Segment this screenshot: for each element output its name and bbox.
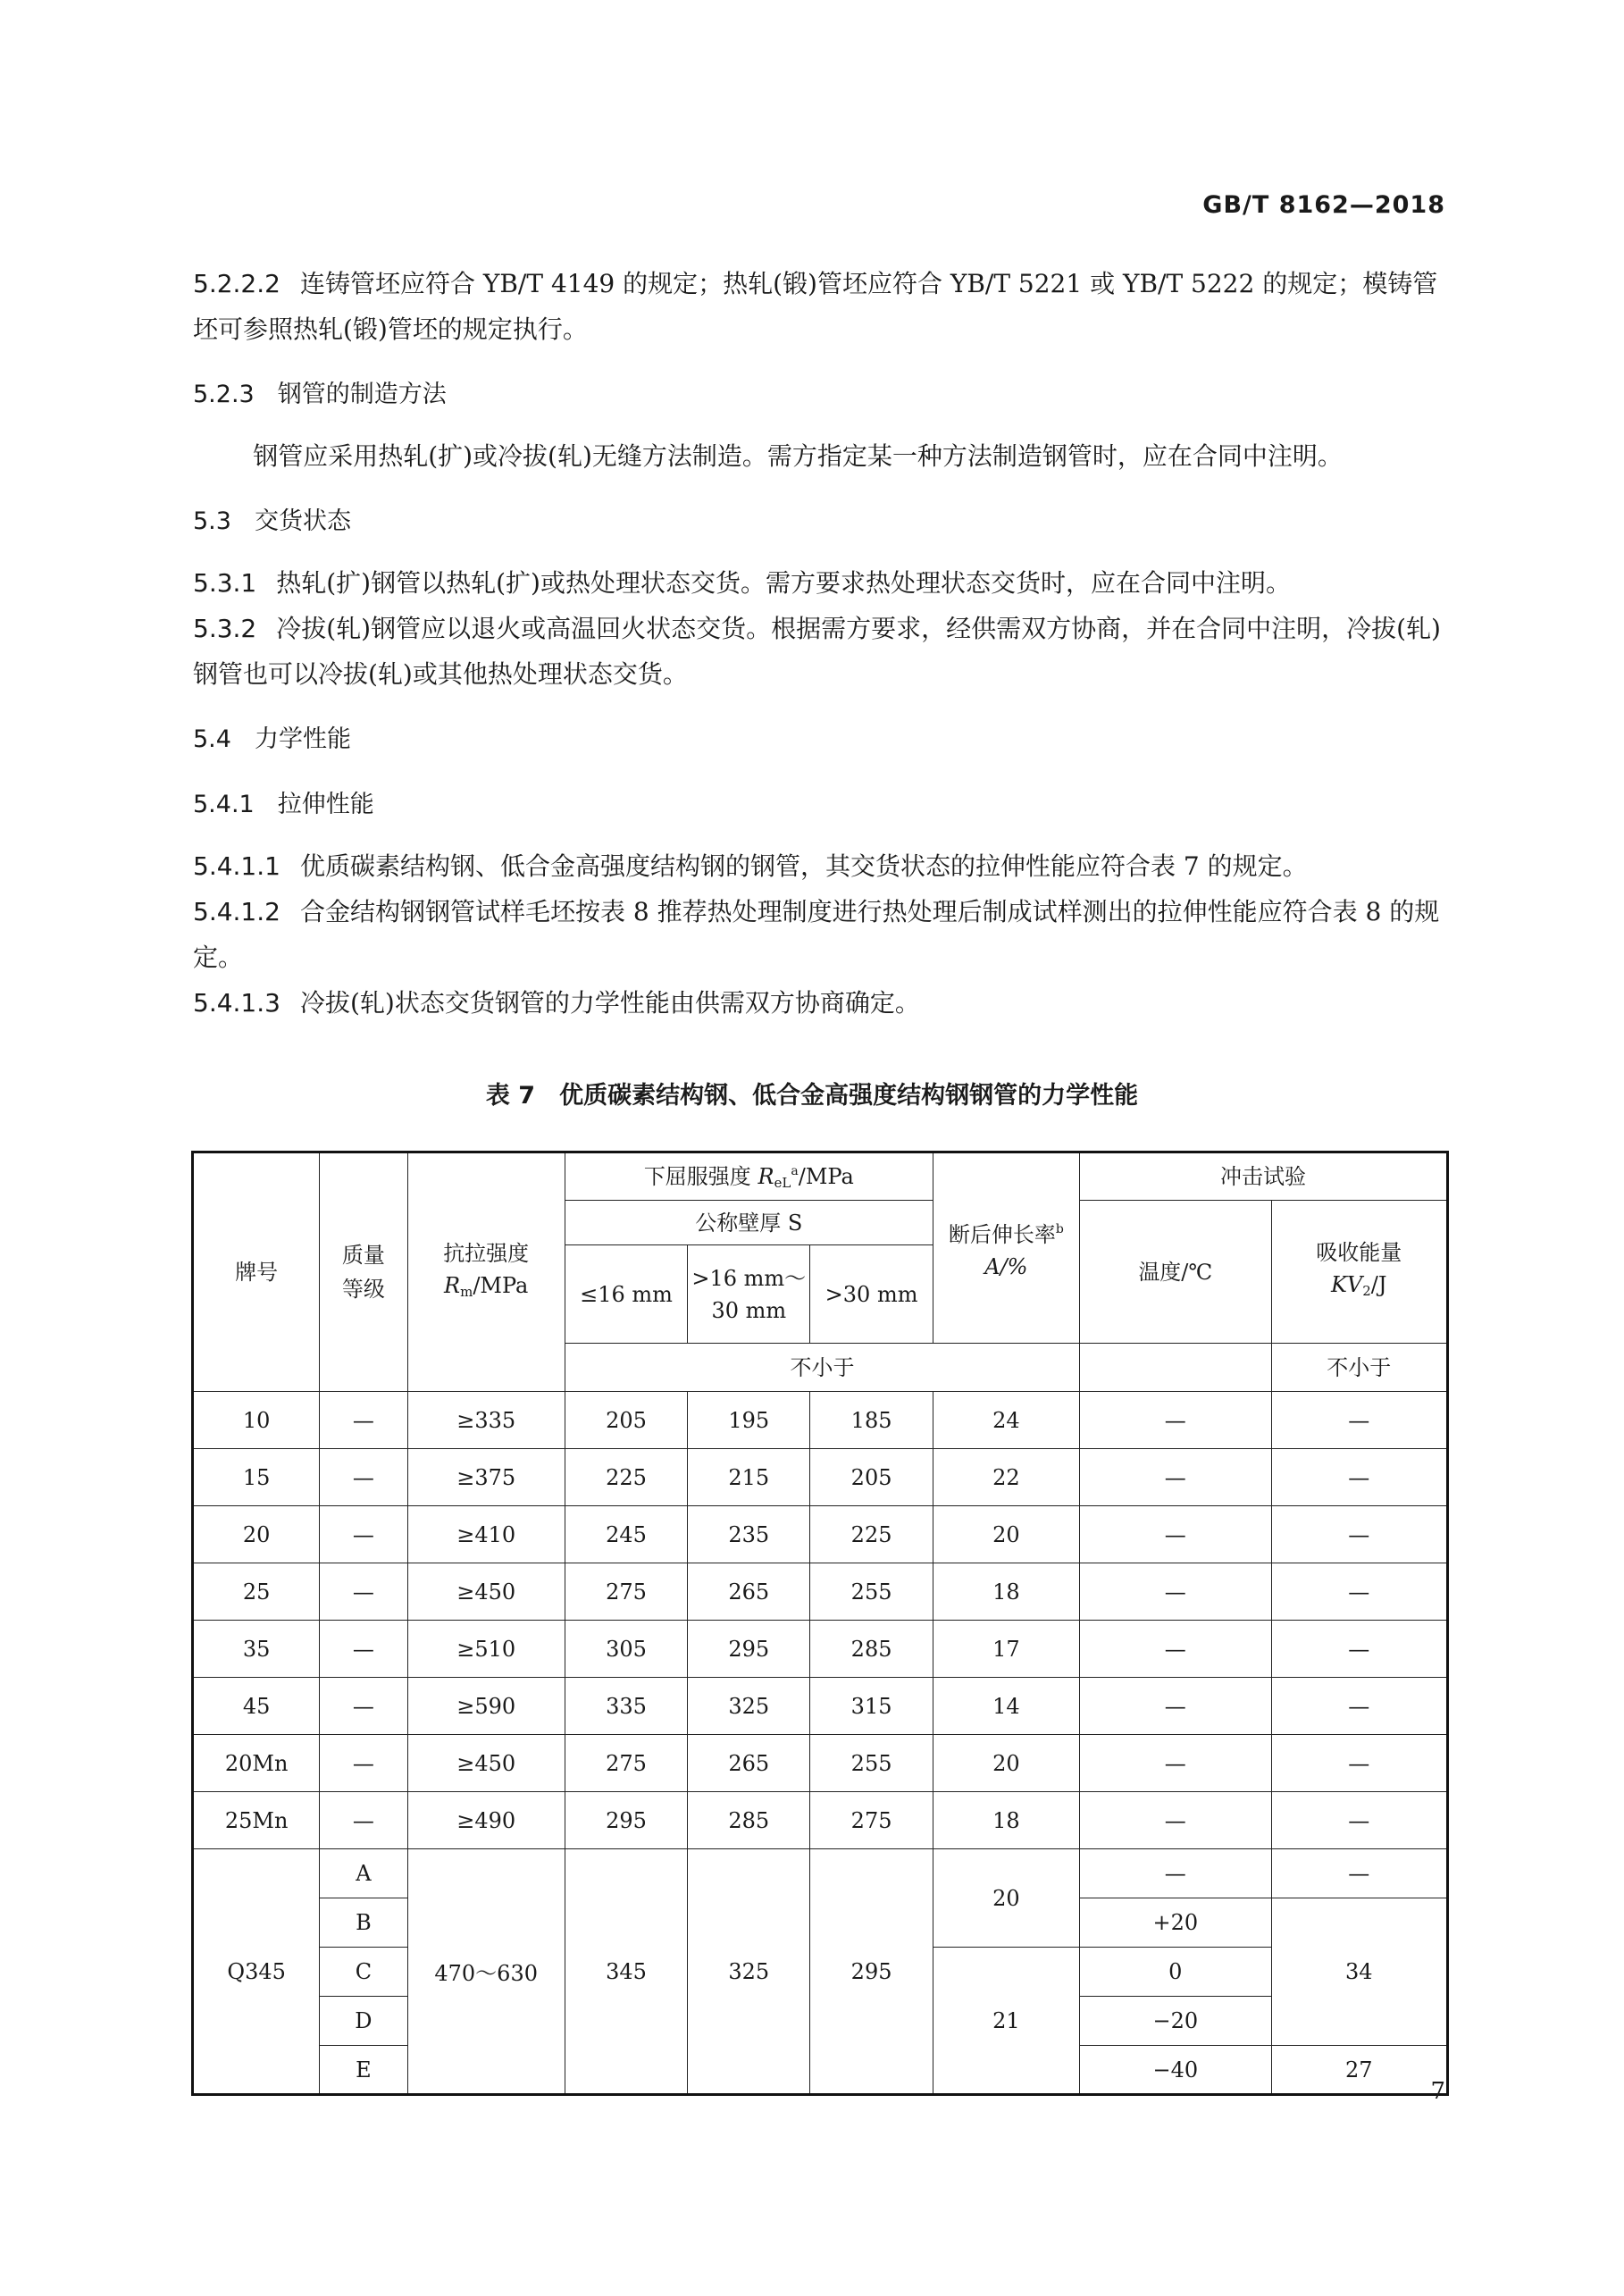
cell-yield-1: 295 <box>565 1792 687 1849</box>
cell-temperature: −40 <box>1080 2046 1271 2095</box>
header-wall-2 <box>688 1245 810 1344</box>
clause-number: 5.3.2 <box>193 614 257 643</box>
clause-number: 5.4.1.1 <box>193 851 280 881</box>
cell-quality: — <box>320 1563 407 1621</box>
header-tensile-label: 抗拉强度 <box>443 1240 530 1266</box>
cell-yield-3: 225 <box>810 1506 933 1563</box>
cell-quality: B <box>320 1898 407 1948</box>
cell-elongation: 24 <box>933 1392 1079 1449</box>
cell-yield-1: 225 <box>565 1449 687 1506</box>
cell-tensile: ≥490 <box>407 1792 565 1849</box>
cell-energy: 34 <box>1271 1898 1447 2046</box>
yield-label: 下屈服强度 <box>643 1163 758 1189</box>
cell-yield-1: 305 <box>565 1621 687 1678</box>
cell-yield-2: 215 <box>688 1449 810 1506</box>
cell-temperature: 0 <box>1080 1948 1271 1997</box>
cell-temperature: — <box>1080 1506 1271 1563</box>
cell-grade: 45 <box>193 1678 320 1735</box>
cell-temperature: — <box>1080 1392 1271 1449</box>
clause-number: 5.2.3 <box>193 381 255 408</box>
header-energy-label: 吸收能量 <box>1316 1240 1402 1265</box>
heading-5-4 <box>193 716 1444 762</box>
cell-energy: — <box>1271 1849 1447 1898</box>
clause-5-3-2 <box>193 606 1444 697</box>
heading-title: 钢管的制造方法 <box>277 381 447 408</box>
cell-tensile: ≥510 <box>407 1621 565 1678</box>
header-row <box>193 1152 1448 1201</box>
clause-number: 5.4 <box>193 725 231 753</box>
header-grade: 牌号 <box>193 1152 320 1392</box>
clause-5-2-3-text: 钢管应采用热轧(扩)或冷拔(轧)无缝方法制造。需方指定某一种方法制造钢管时，应在合同中注明。 <box>253 441 1343 471</box>
header-energy <box>1271 1201 1447 1344</box>
clause-text: 冷拔(轧)钢管应以退火或高温回火状态交货。根据需方要求，经供需双方协商，并在合同中注明，冷拔(轧)钢管也可以冷拔(轧)或其他热处理状态交货。 <box>193 614 1441 689</box>
cell-quality: — <box>320 1735 407 1792</box>
cell-elongation: 17 <box>933 1621 1079 1678</box>
table-row <box>193 1621 1448 1678</box>
header-quality <box>320 1152 407 1392</box>
energy-sub: 2 <box>1362 1283 1371 1299</box>
cell-elongation: 21 <box>933 1948 1079 2095</box>
header-not-less-than: 不小于 <box>565 1344 1079 1392</box>
cell-temperature: — <box>1080 1792 1271 1849</box>
cell-energy: 27 <box>1271 2046 1447 2095</box>
header-elongation <box>933 1152 1079 1344</box>
wall-2-line2: 30 mm <box>711 1297 787 1323</box>
header-tensile-symbol <box>408 1270 565 1308</box>
cell-yield-2: 295 <box>688 1621 810 1678</box>
cell-temperature: — <box>1080 1849 1271 1898</box>
table-row <box>193 1678 1448 1735</box>
clause-5-4-1-2 <box>193 889 1444 980</box>
cell-elongation: 20 <box>933 1849 1079 1948</box>
clause-5-4-1-3 <box>193 980 1444 1026</box>
cell-yield-2: 265 <box>688 1563 810 1621</box>
header-wall-1: ≤16 mm <box>565 1245 687 1344</box>
table-row-q345-a <box>193 1849 1448 1898</box>
clause-number: 5.3.1 <box>193 568 257 598</box>
cell-grade: Q345 <box>193 1849 320 2095</box>
cell-yield-1: 275 <box>565 1563 687 1621</box>
cell-temperature: — <box>1080 1678 1271 1735</box>
table-row <box>193 1392 1448 1449</box>
tensile-unit: /MPa <box>473 1272 529 1298</box>
cell-temperature: — <box>1080 1735 1271 1792</box>
cell-energy: — <box>1271 1449 1447 1506</box>
clause-text: 冷拔(轧)状态交货钢管的力学性能由供需双方协商确定。 <box>299 988 920 1018</box>
cell-temperature: — <box>1080 1621 1271 1678</box>
cell-grade: 25Mn <box>193 1792 320 1849</box>
cell-quality: — <box>320 1506 407 1563</box>
cell-energy: — <box>1271 1735 1447 1792</box>
cell-grade: 10 <box>193 1392 320 1449</box>
cell-quality: E <box>320 2046 407 2095</box>
clause-number: 5.4.1 <box>193 791 255 818</box>
table-title: 表 7 优质碳素结构钢、低合金高强度结构钢钢管的力学性能 <box>485 1082 1139 1110</box>
clause-number: 5.3 <box>193 507 231 535</box>
cell-yield-3: 205 <box>810 1449 933 1506</box>
cell-elongation: 18 <box>933 1792 1079 1849</box>
clause-text: 连铸管坯应符合 YB/T 4149 的规定；热轧(锻)管坯应符合 YB/T 5221 或 YB/T 5222 的规定；模铸管坯可参照热轧(锻)管坯的规定执行。 <box>193 269 1438 344</box>
heading-title: 拉伸性能 <box>277 791 374 818</box>
cell-quality: C <box>320 1948 407 1997</box>
table-row <box>193 1735 1448 1792</box>
header-quality-text: 质量等级 <box>341 1243 385 1302</box>
clause-number: 5.4.1.2 <box>193 897 280 926</box>
cell-energy: — <box>1271 1392 1447 1449</box>
cell-temperature: −20 <box>1080 1997 1271 2046</box>
cell-yield-3: 275 <box>810 1792 933 1849</box>
tensile-sub: m <box>460 1283 473 1300</box>
cell-yield-3: 315 <box>810 1678 933 1735</box>
cell-tensile: ≥450 <box>407 1563 565 1621</box>
cell-yield-2: 325 <box>688 1678 810 1735</box>
yield-r: R <box>758 1163 774 1189</box>
cell-yield-2: 285 <box>688 1792 810 1849</box>
heading-5-4-1 <box>193 782 1444 827</box>
cell-quality: — <box>320 1449 407 1506</box>
header-wall-3: >30 mm <box>810 1245 933 1344</box>
clause-5-4-1-1 <box>193 843 1444 889</box>
cell-energy: — <box>1271 1563 1447 1621</box>
cell-elongation: 18 <box>933 1563 1079 1621</box>
cell-grade: 25 <box>193 1563 320 1621</box>
cell-quality: — <box>320 1678 407 1735</box>
energy-kv: KV <box>1330 1272 1363 1297</box>
cell-tensile: ≥335 <box>407 1392 565 1449</box>
cell-yield-3: 255 <box>810 1563 933 1621</box>
cell-quality: A <box>320 1849 407 1898</box>
mechanical-properties-table <box>191 1151 1449 2096</box>
cell-elongation: 20 <box>933 1735 1079 1792</box>
clause-text: 合金结构钢钢管试样毛坯按表 8 推荐热处理制度进行热处理后制成试样测出的拉伸性能应符合表 8 的规定。 <box>193 897 1440 972</box>
tensile-r: R <box>444 1272 461 1298</box>
cell-quality: — <box>320 1621 407 1678</box>
yield-sup: a <box>791 1163 799 1178</box>
cell-yield-2: 265 <box>688 1735 810 1792</box>
cell-yield-1: 345 <box>565 1849 687 2095</box>
clause-number: 5.2.2.2 <box>193 269 280 298</box>
cell-temperature: — <box>1080 1449 1271 1506</box>
header-elongation-unit: A/% <box>984 1254 1028 1279</box>
cell-energy: — <box>1271 1678 1447 1735</box>
cell-grade: 15 <box>193 1449 320 1506</box>
document-body <box>193 261 1444 1026</box>
header-tensile <box>407 1152 565 1392</box>
cell-tensile: 470～630 <box>407 1849 565 2095</box>
cell-temperature: +20 <box>1080 1898 1271 1948</box>
heading-title: 力学性能 <box>254 725 351 753</box>
cell-energy: — <box>1271 1621 1447 1678</box>
table-body <box>193 1392 1448 2095</box>
header-impact: 冲击试验 <box>1080 1152 1448 1201</box>
cell-yield-1: 335 <box>565 1678 687 1735</box>
heading-5-3 <box>193 499 1444 544</box>
cell-elongation: 20 <box>933 1506 1079 1563</box>
header-energy-symbol <box>1272 1269 1446 1307</box>
cell-elongation: 14 <box>933 1678 1079 1735</box>
header-elongation-label <box>933 1213 1079 1251</box>
wall-2-line1: >16 mm～ <box>691 1265 807 1291</box>
header-not-less-than-energy: 不小于 <box>1271 1344 1447 1392</box>
clause-5-3-1 <box>193 560 1444 606</box>
table-row <box>193 1506 1448 1563</box>
header-yield <box>565 1152 933 1201</box>
cell-yield-2: 195 <box>688 1392 810 1449</box>
energy-unit: /J <box>1370 1272 1387 1297</box>
elong-text: 断后伸长率 <box>948 1222 1056 1247</box>
table-row <box>193 1563 1448 1621</box>
table-row <box>193 1449 1448 1506</box>
cell-yield-1: 275 <box>565 1735 687 1792</box>
yield-unit: /MPa <box>798 1163 854 1189</box>
cell-yield-2: 325 <box>688 1849 810 2095</box>
cell-quality: D <box>320 1997 407 2046</box>
cell-yield-1: 205 <box>565 1392 687 1449</box>
cell-tensile: ≥375 <box>407 1449 565 1506</box>
header-temp-blank <box>1080 1344 1271 1392</box>
standard-code: GB/T 8162—2018 <box>1202 191 1445 219</box>
cell-yield-3: 185 <box>810 1392 933 1449</box>
header-temperature: 温度/℃ <box>1080 1201 1271 1344</box>
heading-title: 交货状态 <box>254 507 351 535</box>
heading-5-2-3 <box>193 372 1444 417</box>
cell-grade: 20Mn <box>193 1735 320 1792</box>
page-number: 7 <box>1430 2078 1445 2105</box>
table-row <box>193 1792 1448 1849</box>
cell-energy: — <box>1271 1506 1447 1563</box>
cell-yield-3: 255 <box>810 1735 933 1792</box>
cell-yield-2: 235 <box>688 1506 810 1563</box>
cell-yield-3: 285 <box>810 1621 933 1678</box>
cell-quality: — <box>320 1792 407 1849</box>
clause-5-2-2-2 <box>193 261 1444 352</box>
clause-text: 热轧(扩)钢管以热轧(扩)或热处理状态交货。需方要求热处理状态交货时，应在合同中注明。 <box>276 568 1291 598</box>
clause-number: 5.4.1.3 <box>193 988 280 1018</box>
cell-grade: 35 <box>193 1621 320 1678</box>
cell-yield-3: 295 <box>810 1849 933 2095</box>
cell-elongation: 22 <box>933 1449 1079 1506</box>
elong-sup: b <box>1055 1222 1064 1236</box>
cell-energy: — <box>1271 1792 1447 1849</box>
cell-temperature: — <box>1080 1563 1271 1621</box>
cell-tensile: ≥450 <box>407 1735 565 1792</box>
clause-text: 优质碳素结构钢、低合金高强度结构钢的钢管，其交货状态的拉伸性能应符合表 7 的规定。 <box>299 851 1308 881</box>
cell-quality: — <box>320 1392 407 1449</box>
yield-sub: eL <box>774 1174 791 1191</box>
cell-yield-1: 245 <box>565 1506 687 1563</box>
cell-tensile: ≥410 <box>407 1506 565 1563</box>
header-wall-thickness: 公称壁厚 S <box>565 1201 933 1245</box>
cell-grade: 20 <box>193 1506 320 1563</box>
cell-tensile: ≥590 <box>407 1678 565 1735</box>
